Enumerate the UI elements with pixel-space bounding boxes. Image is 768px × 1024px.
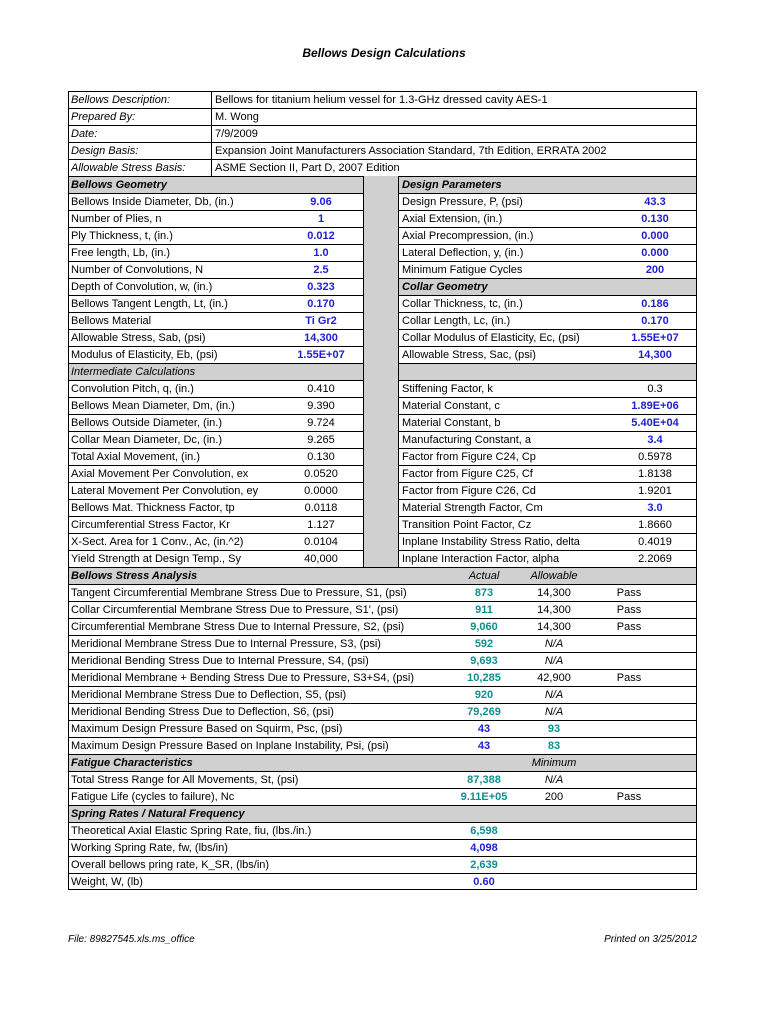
stress-actual: 79,269 xyxy=(467,706,501,718)
geometry-row xyxy=(68,261,697,278)
stress-allowable: 14,300 xyxy=(537,604,571,616)
column-divider xyxy=(363,465,399,482)
param-label: Number of Plies, n xyxy=(71,213,162,225)
stress-label: Collar Circumferential Membrane Stress Due to Pressure, S1', (psi) xyxy=(71,604,399,616)
stress-result xyxy=(594,653,664,669)
stress-result: Pass xyxy=(616,604,642,616)
calc-label: Collar Mean Diameter, Dc, (in.) xyxy=(71,434,222,446)
stress-row xyxy=(68,584,697,601)
param-value: Ti Gr2 xyxy=(305,315,337,327)
param-value: 0.012 xyxy=(307,230,335,242)
column-divider xyxy=(363,482,399,499)
param-label: Allowable Stress, Sac, (psi) xyxy=(402,349,536,361)
calc-value: 1.8138 xyxy=(638,468,672,480)
column-divider xyxy=(363,414,399,431)
intermediate-row xyxy=(68,482,697,499)
spring-label: Weight, W, (lb) xyxy=(71,876,143,888)
param-label: Collar Modulus of Elasticity, Ec, (psi) xyxy=(402,332,580,344)
calc-value: 1.8660 xyxy=(638,519,672,531)
stress-allowable: 83 xyxy=(547,740,561,752)
param-value: 1.55E+07 xyxy=(631,332,679,344)
param-label: Collar Thickness, tc, (in.) xyxy=(402,298,523,310)
calc-value: 0.0104 xyxy=(304,536,338,548)
param-label: Free length, Lb, (in.) xyxy=(71,247,171,259)
calc-label: Factor from Figure C26, Cd xyxy=(402,485,536,497)
param-label: Depth of Convolution, w, (in.) xyxy=(71,281,213,293)
spring-value: 2,639 xyxy=(470,859,498,871)
info-row xyxy=(68,142,697,159)
fatigue-label: Total Stress Range for All Movements, St, (psi) xyxy=(71,774,299,786)
intermediate-row xyxy=(68,431,697,448)
param-value: 1.55E+07 xyxy=(297,349,345,361)
stress-result: Pass xyxy=(616,621,642,633)
param-label: Modulus of Elasticity, Eb, (psi) xyxy=(71,349,218,361)
spring-label: Theoretical Axial Elastic Spring Rate, fiu, (lbs./in.) xyxy=(71,825,312,837)
stress-allowable: N/A xyxy=(544,689,564,701)
calc-label: X-Sect. Area for 1 Conv., Ac, (in.^2) xyxy=(71,536,244,548)
param-value: 0.170 xyxy=(641,315,669,327)
param-value: 14,300 xyxy=(304,332,338,344)
column-divider xyxy=(363,516,399,533)
info-label: Design Basis: xyxy=(71,145,139,157)
stress-allowable: 42,900 xyxy=(537,672,571,684)
stress-result xyxy=(594,636,664,652)
section-header-bellows-geometry: Bellows Geometry xyxy=(71,179,167,191)
calc-label: Factor from Figure C25, Cf xyxy=(402,468,533,480)
calc-label: Transition Point Factor, Cz xyxy=(402,519,532,531)
column-divider xyxy=(363,550,399,567)
intermediate-row xyxy=(68,414,697,431)
stress-label: Meridional Bending Stress Due to Deflection, S6, (psi) xyxy=(71,706,334,718)
calc-label: Convolution Pitch, q, (in.) xyxy=(71,383,194,395)
intermediate-row xyxy=(68,550,697,567)
column-divider xyxy=(363,176,399,193)
calc-label: Bellows Mean Diameter, Dm, (in.) xyxy=(71,400,235,412)
stress-result xyxy=(594,738,664,754)
calc-value: 0.5978 xyxy=(638,451,672,463)
section-header-intermediate: Intermediate Calculations xyxy=(71,366,196,378)
param-value: 0.130 xyxy=(641,213,669,225)
stress-label: Maximum Design Pressure Based on Squirm, Psc, (psi) xyxy=(71,723,343,735)
stress-allowable: 14,300 xyxy=(537,587,571,599)
column-divider xyxy=(363,397,399,414)
column-divider xyxy=(363,295,399,312)
stress-result xyxy=(594,721,664,737)
section-header-fatigue: Fatigue Characteristics xyxy=(71,757,193,769)
calc-label: Material Constant, c xyxy=(402,400,500,412)
spring-label: Overall bellows pring rate, K_SR, (lbs/in) xyxy=(71,859,270,871)
calculation-sheet xyxy=(68,91,697,890)
geometry-row xyxy=(68,312,697,329)
stress-result xyxy=(594,704,664,720)
stress-allowable: 93 xyxy=(547,723,561,735)
geometry-row xyxy=(68,278,697,295)
stress-actual: 911 xyxy=(475,604,493,616)
intermediate-row xyxy=(68,465,697,482)
spring-value: 6,598 xyxy=(470,825,498,837)
param-label: Design Pressure, P, (psi) xyxy=(402,196,523,208)
section-header-row xyxy=(68,363,697,380)
column-divider xyxy=(363,431,399,448)
calc-value: 0.4019 xyxy=(638,536,672,548)
stress-row xyxy=(68,601,697,618)
calc-label: Yield Strength at Design Temp., Sy xyxy=(71,553,241,565)
section-header-row xyxy=(68,567,697,584)
info-value: ASME Section II, Part D, 2007 Edition xyxy=(215,162,400,174)
calc-label: Material Constant, b xyxy=(402,417,501,429)
stress-actual: 9,060 xyxy=(470,621,498,633)
info-label: Prepared By: xyxy=(71,111,136,123)
stress-actual: 920 xyxy=(474,689,494,701)
file-name: File: 89827545.xls.ms_office xyxy=(68,934,195,945)
fatigue-actual: 87,388 xyxy=(467,774,501,786)
intermediate-row xyxy=(68,516,697,533)
geometry-row xyxy=(68,346,697,363)
param-label: Lateral Deflection, y, (in.) xyxy=(402,247,524,259)
calc-label: Factor from Figure C24, Cp xyxy=(402,451,536,463)
calc-value: 40,000 xyxy=(304,553,338,565)
param-label: Collar Length, Lc, (in.) xyxy=(402,315,511,327)
cell-border xyxy=(211,126,212,142)
info-value: Bellows for titanium helium vessel for 1.3-GHz dressed cavity AES-1 xyxy=(215,94,548,106)
stress-row xyxy=(68,686,697,703)
spring-value: 0.60 xyxy=(473,876,495,888)
calc-value: 0.0000 xyxy=(304,485,338,497)
cell-border xyxy=(211,143,212,159)
param-value: 0.000 xyxy=(641,230,669,242)
calc-value: 9.390 xyxy=(307,400,335,412)
geometry-row xyxy=(68,244,697,261)
print-date: Printed on 3/25/2012 xyxy=(604,934,697,945)
calc-value: 0.410 xyxy=(307,383,335,395)
geometry-row xyxy=(68,193,697,210)
info-row xyxy=(68,91,697,108)
section-header-row xyxy=(68,805,697,822)
spring-row xyxy=(68,822,697,839)
spring-row xyxy=(68,873,697,890)
stress-label: Meridional Membrane Stress Due to Internal Pressure, S3, (psi) xyxy=(71,638,381,650)
geometry-row xyxy=(68,329,697,346)
stress-actual: 9,693 xyxy=(470,655,498,667)
cell-border xyxy=(211,160,212,176)
calc-value: 3.4 xyxy=(647,434,663,446)
stress-label: Tangent Circumferential Membrane Stress Due to Pressure, S1, (psi) xyxy=(71,587,407,599)
geometry-row xyxy=(68,295,697,312)
info-value: 7/9/2009 xyxy=(215,128,258,140)
stress-allowable: N/A xyxy=(544,638,564,650)
param-label: Bellows Material xyxy=(71,315,152,327)
stress-row xyxy=(68,635,697,652)
calc-label: Inplane Interaction Factor, alpha xyxy=(402,553,560,565)
param-label: Bellows Inside Diameter, Db, (in.) xyxy=(71,196,234,208)
stress-row xyxy=(68,703,697,720)
column-divider xyxy=(363,227,399,244)
param-label: Bellows Tangent Length, Lt, (in.) xyxy=(71,298,228,310)
param-label: Number of Convolutions, N xyxy=(71,264,204,276)
param-label: Minimum Fatigue Cycles xyxy=(402,264,523,276)
section-header-spring-rates: Spring Rates / Natural Frequency xyxy=(71,808,245,820)
calc-value: 1.89E+06 xyxy=(631,400,679,412)
calc-value: 0.3 xyxy=(647,383,663,395)
calc-value: 1.127 xyxy=(307,519,335,531)
fatigue-actual: 9.11E+05 xyxy=(460,791,508,803)
param-label: Axial Precompression, (in.) xyxy=(402,230,534,242)
fatigue-result: Pass xyxy=(616,791,642,803)
column-divider xyxy=(363,499,399,516)
stress-actual: 43 xyxy=(477,723,491,735)
stress-label: Meridional Membrane + Bending Stress Due to Pressure, S3+S4, (psi) xyxy=(71,672,414,684)
param-value: 0.000 xyxy=(641,247,669,259)
stress-allowable: N/A xyxy=(544,655,564,667)
column-divider xyxy=(363,346,399,363)
page-title: Bellows Design Calculations xyxy=(302,46,466,60)
calc-label: Circumferential Stress Factor, Kr xyxy=(71,519,230,531)
column-header-allowable: Allowable xyxy=(530,570,578,582)
calc-label: Lateral Movement Per Convolution, ey xyxy=(71,485,259,497)
stress-row xyxy=(68,669,697,686)
param-value: 0.323 xyxy=(307,281,335,293)
param-value: 43.3 xyxy=(644,196,666,208)
calc-label: Manufacturing Constant, a xyxy=(402,434,532,446)
section-header-row xyxy=(68,754,697,771)
info-row xyxy=(68,125,697,142)
calc-label: Stiffening Factor, k xyxy=(402,383,493,395)
info-label: Allowable Stress Basis: xyxy=(71,162,186,174)
param-label: Axial Extension, (in.) xyxy=(402,213,503,225)
calc-value: 2.2069 xyxy=(638,553,672,565)
stress-allowable: N/A xyxy=(544,706,564,718)
stress-label: Meridional Bending Stress Due to Internal Pressure, S4, (psi) xyxy=(71,655,369,667)
param-label: Allowable Stress, Sab, (psi) xyxy=(71,332,206,344)
column-divider xyxy=(363,380,399,397)
fatigue-minimum: 200 xyxy=(544,791,564,803)
param-value: 2.5 xyxy=(313,264,329,276)
column-divider xyxy=(363,312,399,329)
spring-row xyxy=(68,839,697,856)
spring-value: 4,098 xyxy=(470,842,498,854)
calc-value: 9.724 xyxy=(307,417,335,429)
param-value: 0.186 xyxy=(641,298,669,310)
stress-row xyxy=(68,652,697,669)
spring-label: Working Spring Rate, fw, (lbs/in) xyxy=(71,842,228,854)
stress-result: Pass xyxy=(616,672,642,684)
intermediate-row xyxy=(68,380,697,397)
intermediate-row xyxy=(68,448,697,465)
intermediate-row xyxy=(68,397,697,414)
calc-value: 0.130 xyxy=(307,451,335,463)
intermediate-row xyxy=(68,533,697,550)
param-value: 200 xyxy=(645,264,665,276)
stress-actual: 10,285 xyxy=(467,672,501,684)
stress-result xyxy=(594,687,664,703)
calc-label: Inplane Instability Stress Ratio, delta xyxy=(402,536,580,548)
param-value: 0.170 xyxy=(307,298,335,310)
stress-row xyxy=(68,737,697,754)
calc-value: 1.9201 xyxy=(638,485,672,497)
column-divider xyxy=(363,193,399,210)
column-header-minimum: Minimum xyxy=(531,757,577,769)
stress-label: Circumferential Membrane Stress Due to Internal Pressure, S2, (psi) xyxy=(71,621,405,633)
calc-value: 0.0520 xyxy=(304,468,338,480)
calc-value: 3.0 xyxy=(647,502,663,514)
info-row xyxy=(68,159,697,176)
cell-border xyxy=(211,92,212,108)
info-row xyxy=(68,108,697,125)
param-value: 14,300 xyxy=(638,349,672,361)
param-label: Ply Thickness, t, (in.) xyxy=(71,230,173,242)
calc-value: 5.40E+04 xyxy=(631,417,679,429)
stress-actual: 873 xyxy=(474,587,494,599)
fatigue-row xyxy=(68,771,697,788)
section-header-row xyxy=(68,176,697,193)
param-value: 1.0 xyxy=(313,247,329,259)
column-divider xyxy=(363,329,399,346)
calc-value: 9.265 xyxy=(307,434,335,446)
spring-row xyxy=(68,856,697,873)
fatigue-minimum: N/A xyxy=(544,774,564,786)
section-header-collar-geometry: Collar Geometry xyxy=(402,281,488,293)
column-header-actual: Actual xyxy=(468,570,500,582)
column-divider xyxy=(363,363,399,380)
stress-actual: 592 xyxy=(474,638,494,650)
fatigue-row xyxy=(68,788,697,805)
fatigue-label: Fatigue Life (cycles to failure), Nc xyxy=(71,791,235,803)
column-divider xyxy=(363,278,399,295)
calc-label: Total Axial Movement, (in.) xyxy=(71,451,200,463)
column-divider xyxy=(363,448,399,465)
param-value: 9.06 xyxy=(310,196,332,208)
stress-row xyxy=(68,720,697,737)
intermediate-row xyxy=(68,499,697,516)
info-value: Expansion Joint Manufacturers Association Standard, 7th Edition, ERRATA 2002 xyxy=(215,145,607,157)
column-divider xyxy=(363,210,399,227)
column-divider xyxy=(363,533,399,550)
column-divider xyxy=(363,261,399,278)
info-label: Bellows Description: xyxy=(71,94,171,106)
param-value: 1 xyxy=(317,213,325,225)
geometry-row xyxy=(68,227,697,244)
stress-label: Maximum Design Pressure Based on Inplane Instability, Psi, (psi) xyxy=(71,740,389,752)
stress-label: Meridional Membrane Stress Due to Deflection, S5, (psi) xyxy=(71,689,347,701)
section-header-design-parameters: Design Parameters xyxy=(402,179,502,191)
stress-allowable: 14,300 xyxy=(537,621,571,633)
calc-label: Bellows Outside Diameter, (in.) xyxy=(71,417,222,429)
stress-result: Pass xyxy=(616,587,642,599)
cell-border xyxy=(211,109,212,125)
calc-label: Material Strength Factor, Cm xyxy=(402,502,543,514)
fatigue-result xyxy=(594,772,664,788)
calc-label: Axial Movement Per Convolution, ex xyxy=(71,468,249,480)
info-value: M. Wong xyxy=(215,111,259,123)
geometry-row xyxy=(68,210,697,227)
info-label: Date: xyxy=(71,128,98,140)
calc-value: 0.0118 xyxy=(304,502,338,514)
calc-label: Bellows Mat. Thickness Factor, tp xyxy=(71,502,235,514)
column-divider xyxy=(363,244,399,261)
stress-actual: 43 xyxy=(477,740,491,752)
stress-row xyxy=(68,618,697,635)
section-header-stress-analysis: Bellows Stress Analysis xyxy=(71,570,198,582)
